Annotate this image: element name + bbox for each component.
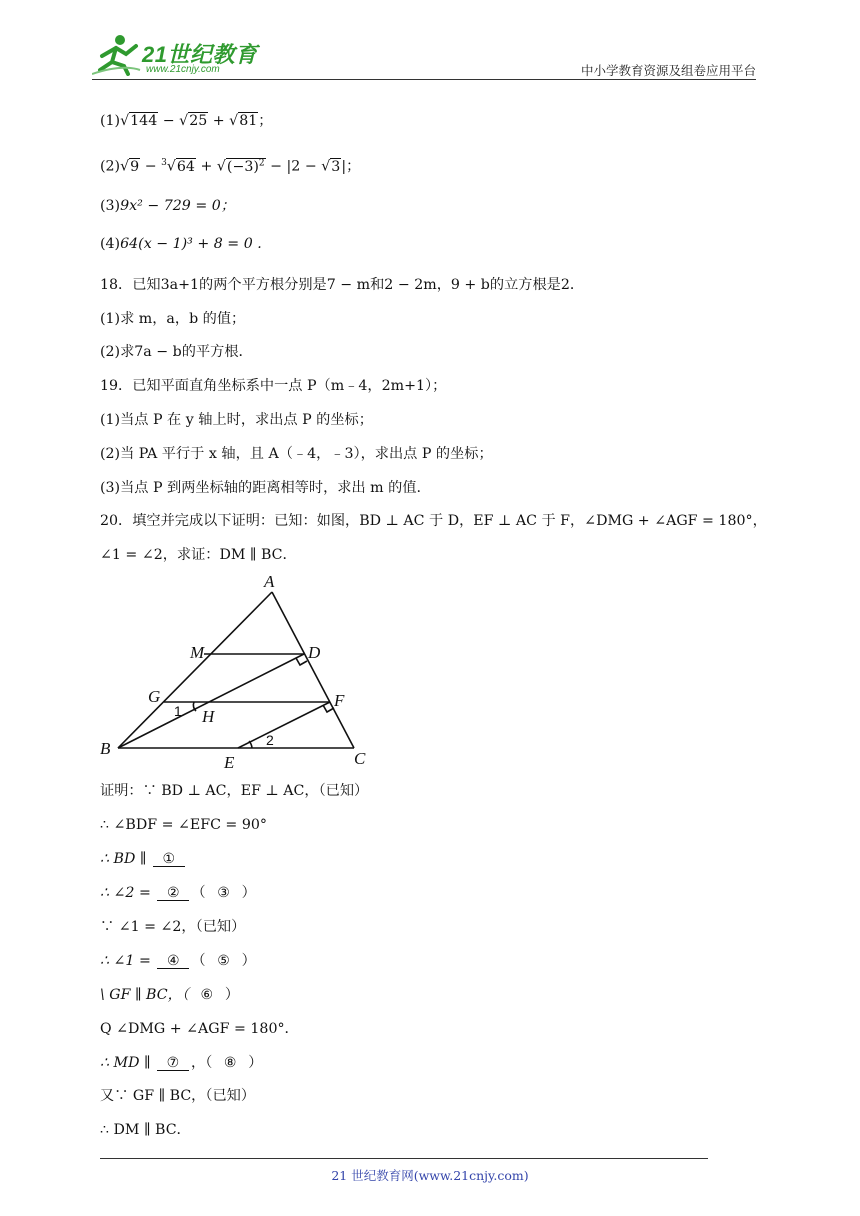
reason-6[interactable]: ⑥ [200,987,214,1003]
footer-divider [100,1158,708,1159]
proof-line-2: ∴ ∠BDF = ∠EFC = 90° [100,817,267,833]
q20-stem-line1: 20．填空并完成以下证明：已知：如图，BD ⊥ AC 于 D，EF ⊥ AC 于 F，∠DMG + ∠AGF = 180°， [100,513,767,529]
q18-stem: 18．已知3a+1的两个平方根分别是7 − m和2 − 2m，9 + b的立方根是2． [100,277,585,293]
logo-url: www.21cnjy.com [146,64,220,75]
page-header [0,0,860,80]
q17-part3: (3)9x² − 729 = 0； [100,198,235,214]
proof-line-9: ∴ MD ∥ ⑦ ，（ ⑧ ） [100,1055,263,1071]
side-ab [118,592,272,748]
proof-line-10: 又∵ GF ∥ BC，（已知） [100,1088,256,1104]
proof-line-1: 证明：∵ BD ⊥ AC，EF ⊥ AC，（已知） [100,783,369,799]
reason-3[interactable]: ③ [217,885,230,901]
label-b: B [100,739,111,758]
q18-part2: (2)求7a − b的平方根． [100,344,253,360]
proof-line-8: Q ∠DMG + ∠AGF = 180°． [100,1021,299,1037]
logo-text: 21世纪教育 [142,42,258,67]
proof-line-11: ∴ DM ∥ BC． [100,1122,191,1138]
label-e: E [224,753,235,772]
q19-part1: (1)当点 P 在 y 轴上时，求出点 P 的坐标； [100,412,373,428]
blank-1[interactable]: ① [153,852,185,867]
q17-part1: (1)√144 − √25 + √81； [100,113,273,129]
q19-stem: 19．已知平面直角坐标系中一点 P（m﹣4，2m+1）； [100,378,447,394]
angle-1-arc [193,702,196,711]
header-platform-text: 中小学教育资源及组卷应用平台 [580,63,756,78]
label-c: C [354,749,366,768]
triangle-figure [100,572,380,776]
label-g: G [148,687,161,706]
proof-line-7: \ GF ∥ BC，（ ⑥ ） [100,987,240,1003]
blank-2[interactable]: ② [157,886,189,901]
q17-part4: (4)64(x − 1)³ + 8 = 0 . [100,236,262,252]
q17-part2: $(2)√9 - ^3√64 + √(-3)^2 - |2 - √3|$； [100,158,361,175]
blank-7[interactable]: ⑦ [157,1056,189,1071]
segment-ef [238,702,330,748]
label-f: F [334,691,345,710]
q19-part3: (3)当点 P 到两坐标轴的距离相等时，求出 m 的值. [100,480,422,496]
header-divider [92,79,756,80]
footer-text[interactable]: 21 世纪教育网(www.21cnjy.com) [331,1168,529,1183]
label-d: D [308,643,321,662]
reason-8[interactable]: ⑧ [223,1055,237,1071]
blank-4[interactable]: ④ [157,954,189,969]
segment-bd [118,654,304,748]
label-angle-2: 2 [266,732,274,748]
label-angle-1: 1 [174,703,182,719]
label-a: A [264,572,275,591]
label-m: M [190,643,205,662]
reason-5[interactable]: ⑤ [217,953,230,969]
proof-line-3: ∴ BD ∥ ① [100,851,187,868]
q19-part2: (2)当 PA 平行于 x 轴，且 A（﹣4，﹣3），求出点 P 的坐标； [100,446,493,462]
q20-stem-line2: ∠1 = ∠2，求证：DM ∥ BC． [100,547,297,563]
proof-line-6: ∴ ∠1 = ④ （ ⑤ ） [100,953,256,969]
q18-part1: (1)求 m，a，b 的值； [100,311,246,327]
label-h: H [202,707,215,726]
proof-line-4: ∴ ∠2 = ② （ ③ ） [100,885,256,901]
proof-line-5: ∵ ∠1 = ∠2，（已知） [100,919,246,935]
right-angle-d [296,658,307,665]
